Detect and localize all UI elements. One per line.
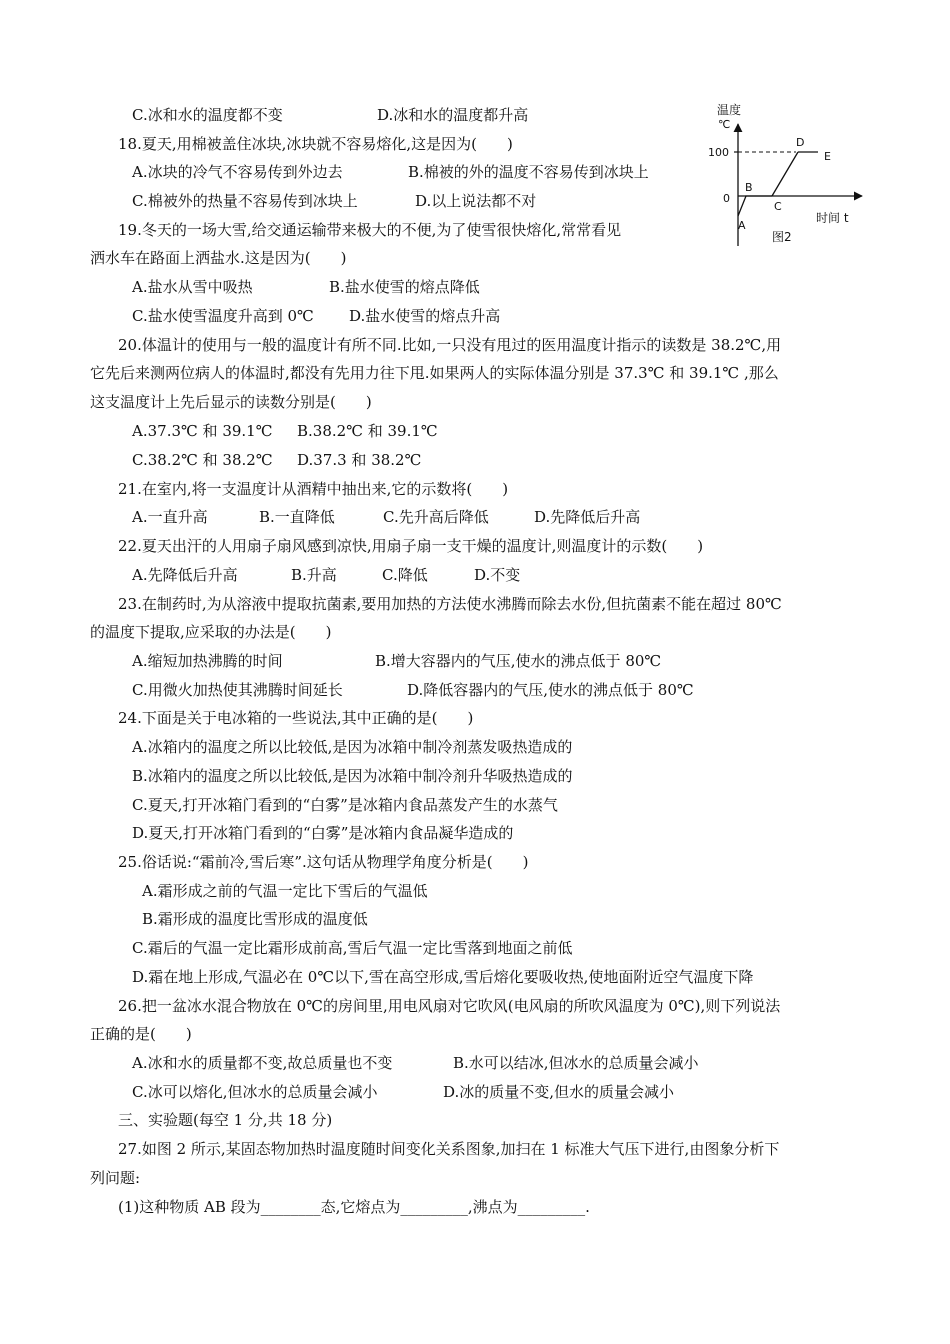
figure-caption: 图2 xyxy=(772,230,792,244)
option-25b: B.霜形成的温度比雪形成的温度低 xyxy=(142,910,368,928)
option-26d: D.冰的质量不变,但水的质量会减小 xyxy=(443,1083,675,1101)
question-19-line1: 19.冬天的一场大雪,给交通运输带来极大的不便,为了使雪很快熔化,常常看见 xyxy=(118,221,622,239)
option-18d: D.以上说法都不对 xyxy=(415,192,537,210)
option-18a: A.冰块的冷气不容易传到外边去 xyxy=(132,163,343,181)
option-22b: B.升高 xyxy=(291,566,337,584)
point-b-label: B xyxy=(745,181,753,194)
tick-100-label: 100 xyxy=(708,146,729,159)
tick-0-label: 0 xyxy=(723,192,730,205)
curve-segment-abc xyxy=(738,196,772,216)
option-17c: C.冰和水的温度都不变 xyxy=(132,106,283,124)
question-22: 22.夏天出汗的人用扇子扇风感到凉快,用扇子扇一支干燥的温度计,则温度计的示数( ) xyxy=(118,537,704,555)
question-27-line2: 列问题: xyxy=(90,1169,141,1187)
option-23c: C.用微火加热使其沸腾时间延长 xyxy=(132,681,343,699)
option-22c: C.降低 xyxy=(382,566,428,584)
option-26b: B.水可以结冰,但冰水的总质量会减小 xyxy=(453,1054,699,1072)
question-27-line1: 27.如图 2 所示,某固态物加热时温度随时间变化关系图象,加扫在 1 标准大气压下进行,由图象分析下 xyxy=(118,1140,780,1158)
option-25c: C.霜后的气温一定比霜形成前高,雪后气温一定比雪落到地面之前低 xyxy=(132,939,573,957)
option-19c: C.盐水使雪温度升高到 0℃ xyxy=(132,307,314,325)
y-axis-label: 温度 xyxy=(717,103,742,117)
option-24c: C.夏天,打开冰箱门看到的“白雾”是冰箱内食品蒸发产生的水蒸气 xyxy=(132,796,558,814)
point-e-label: E xyxy=(824,150,831,163)
option-19d: D.盐水使雪的熔点升高 xyxy=(349,307,501,325)
option-23b: B.增大容器内的气压,使水的沸点低于 80℃ xyxy=(375,652,662,670)
option-20a: A.37.3℃ 和 39.1℃ xyxy=(132,422,273,440)
question-18: 18.夏天,用棉被盖住冰块,冰块就不容易熔化,这是因为( ) xyxy=(118,135,513,153)
option-18b: B.棉被的外的温度不容易传到冰块上 xyxy=(408,163,649,181)
option-24d: D.夏天,打开冰箱门看到的“白雾”是冰箱内食品凝华造成的 xyxy=(132,824,514,842)
question-26-line1: 26.把一盆冰水混合物放在 0℃的房间里,用电风扇对它吹风(电风扇的所吹风温度为 0℃),则下列说法 xyxy=(118,997,781,1015)
option-23a: A.缩短加热沸腾的时间 xyxy=(132,652,283,670)
option-21d: D.先降低后升高 xyxy=(534,508,641,526)
option-22a: A.先降低后升高 xyxy=(132,566,238,584)
question-21: 21.在室内,将一支温度计从酒精中抽出来,它的示数将( ) xyxy=(118,480,509,498)
question-25: 25.俗话说:“霜前冷,雪后寒”.这句话从物理学角度分析是( ) xyxy=(118,853,529,871)
option-20b: B.38.2℃ 和 39.1℃ xyxy=(297,422,438,440)
option-25d: D.霜在地上形成,气温必在 0℃以下,雪在高空形成,雪后熔化要吸收热,使地面附近空气温度下降 xyxy=(132,968,754,986)
question-23-line1: 23.在制药时,为从溶液中提取抗菌素,要用加热的方法使水沸腾而除去水份,但抗菌素不能在超过 80℃ xyxy=(118,595,782,613)
option-26c: C.冰可以熔化,但冰水的总质量会减小 xyxy=(132,1083,378,1101)
option-23d: D.降低容器内的气压,使水的沸点低于 80℃ xyxy=(407,681,694,699)
figure-2-temperature-time-graph xyxy=(708,96,874,256)
question-20-line3: 这支温度计上先后显示的读数分别是( ) xyxy=(90,393,372,411)
question-23-line2: 的温度下提取,应采取的办法是( ) xyxy=(90,623,332,641)
question-24: 24.下面是关于电冰箱的一些说法,其中正确的是( ) xyxy=(118,709,474,727)
point-a-label: A xyxy=(738,219,746,232)
section-heading-3: 三、实验题(每空 1 分,共 18 分) xyxy=(118,1111,333,1129)
point-d-label: D xyxy=(796,136,805,149)
question-20-line1: 20.体温计的使用与一般的温度计有所不同.比如,一只没有甩过的医用温度计指示的读数是 38.2℃,用 xyxy=(118,336,782,354)
option-24b: B.冰箱内的温度之所以比较低,是因为冰箱中制冷剂升华吸热造成的 xyxy=(132,767,573,785)
option-22d: D.不变 xyxy=(474,566,521,584)
option-21a: A.一直升高 xyxy=(132,508,208,526)
option-18c: C.棉被外的热量不容易传到冰块上 xyxy=(132,192,358,210)
option-26a: A.冰和水的质量都不变,故总质量也不变 xyxy=(132,1054,393,1072)
x-axis-label: 时间 t xyxy=(816,211,849,225)
curve-segment-cd xyxy=(772,152,798,196)
option-19a: A.盐水从雪中吸热 xyxy=(132,278,253,296)
option-19b: B.盐水使雪的熔点降低 xyxy=(329,278,480,296)
question-20-line2: 它先后来测两位病人的体温时,都没有先用力往下甩.如果两人的实际体温分别是 37.3℃ 和 39.1℃ ,那么 xyxy=(90,364,779,382)
option-20c: C.38.2℃ 和 38.2℃ xyxy=(132,451,273,469)
option-21c: C.先升高后降低 xyxy=(383,508,489,526)
option-24a: A.冰箱内的温度之所以比较低,是因为冰箱中制冷剂蒸发吸热造成的 xyxy=(132,738,573,756)
option-21b: B.一直降低 xyxy=(259,508,335,526)
option-20d: D.37.3 和 38.2℃ xyxy=(297,451,422,469)
point-c-label: C xyxy=(774,200,782,213)
y-unit-label: ℃ xyxy=(718,118,731,131)
option-17d: D.冰和水的温度都升高 xyxy=(377,106,529,124)
option-25a: A.霜形成之前的气温一定比下雪后的气温低 xyxy=(142,882,428,900)
question-19-line2: 洒水车在路面上洒盐水.这是因为( ) xyxy=(90,249,347,267)
question-27-part1: (1)这种物质 AB 段为________态,它熔点为_________,沸点为_________. xyxy=(118,1198,590,1216)
question-26-line2: 正确的是( ) xyxy=(90,1025,192,1043)
